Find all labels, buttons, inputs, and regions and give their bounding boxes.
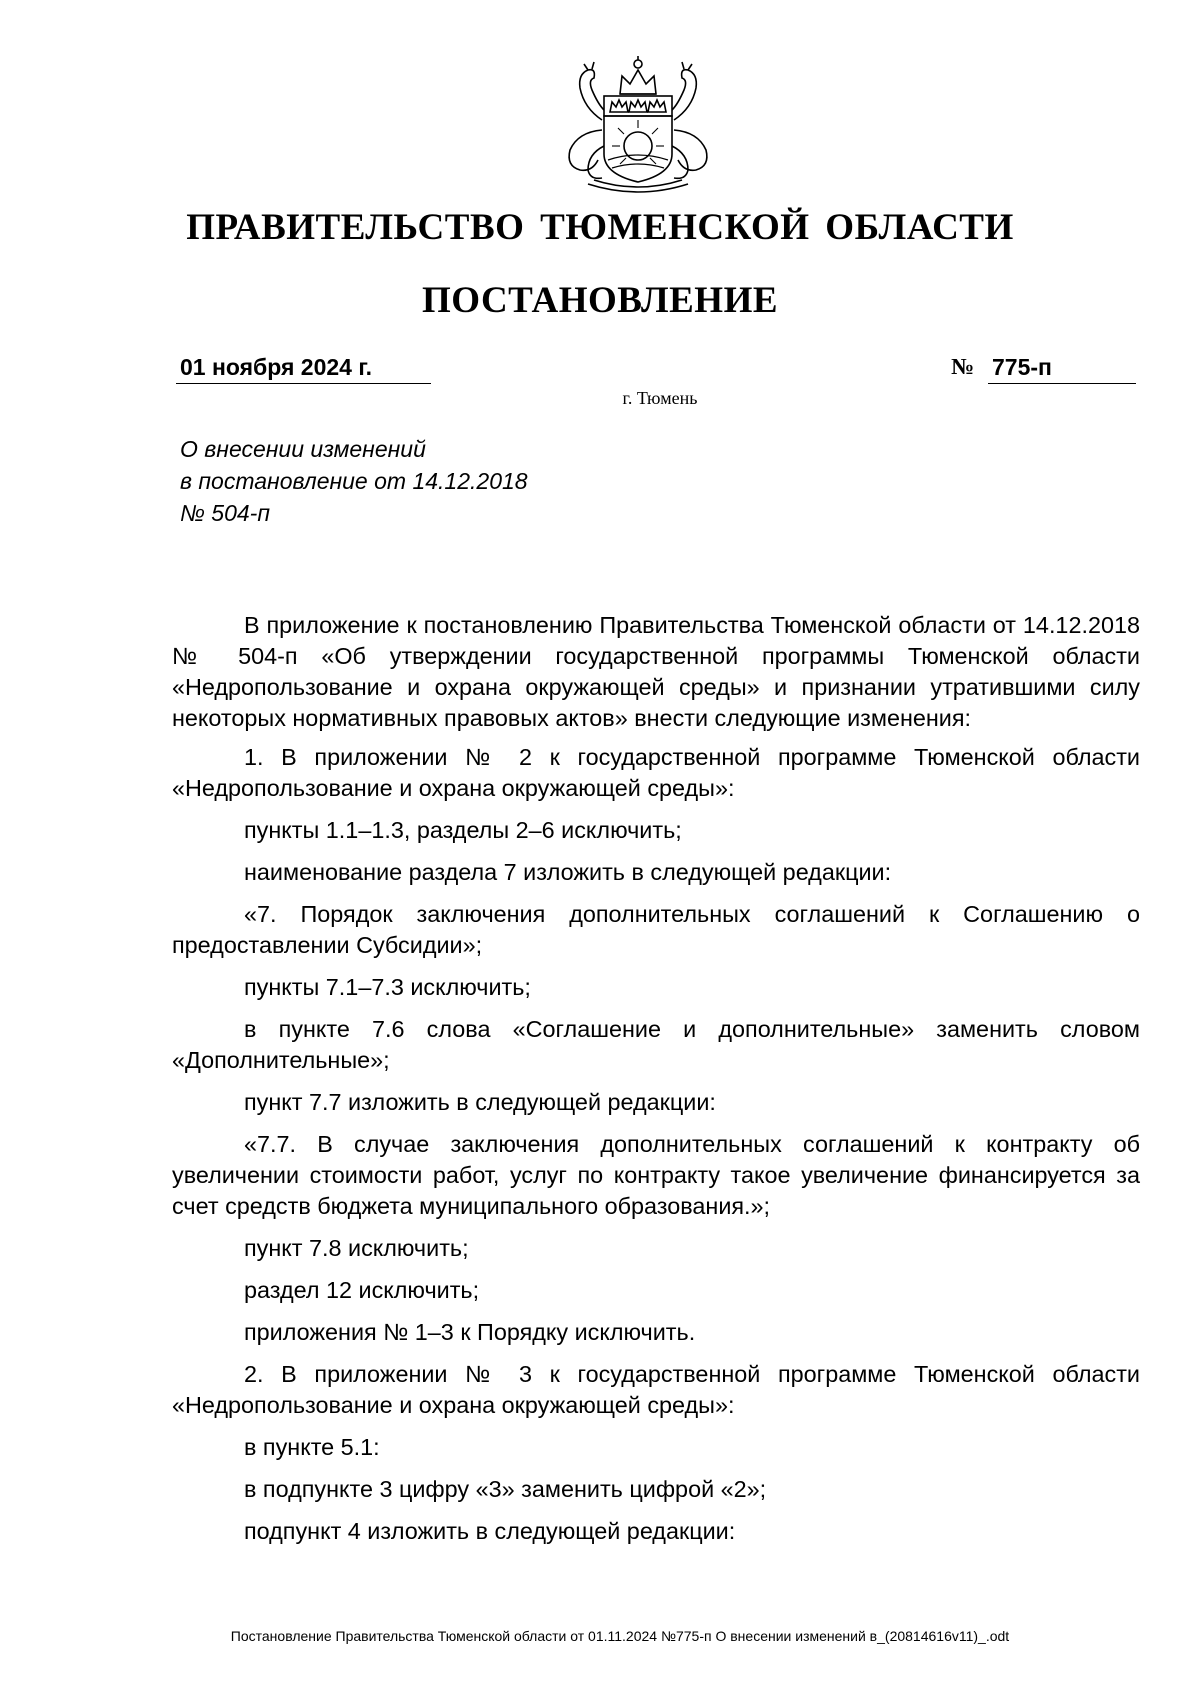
body-paragraph: наименование раздела 7 изложить в следующей редакции: bbox=[244, 859, 892, 885]
body-paragraph: в пункте 5.1: bbox=[244, 1434, 380, 1460]
issuing-city: г. Тюмень bbox=[622, 388, 698, 408]
body-paragraph: подпункт 4 изложить в следующей редакции: bbox=[244, 1518, 736, 1544]
body-paragraph: приложения № 1–3 к Порядку исключить. bbox=[244, 1319, 696, 1345]
body-paragraph: в пункте 7.6 слова «Соглашение и дополнительные» заменить словом «Дополнительные»; bbox=[172, 1016, 1140, 1073]
body-paragraph: пункты 1.1–1.3, разделы 2–6 исключить; bbox=[244, 817, 682, 843]
body-paragraph: 1. В приложении № 2 к государственной программе Тюменской области «Недропользование и охрана окружающей среды»: bbox=[172, 744, 1140, 801]
subject-line: в постановление от 14.12.2018 bbox=[180, 468, 528, 494]
subject-line: О внесении изменений bbox=[180, 436, 426, 462]
document-number: 775-п bbox=[988, 350, 1136, 384]
document-footer: Постановление Правительства Тюменской области от 01.11.2024 №775-п О внесении изменений в_(20814616v11)_.odt bbox=[230, 1628, 1010, 1644]
organization-title: ПРАВИТЕЛЬСТВО ТЮМЕНСКОЙ ОБЛАСТИ bbox=[186, 207, 1014, 248]
coat-of-arms-emblem bbox=[558, 50, 718, 198]
subject-line: № 504-п bbox=[180, 500, 270, 526]
body-paragraph: пункт 7.7 изложить в следующей редакции: bbox=[244, 1089, 716, 1115]
body-paragraph: «7. Порядок заключения дополнительных соглашений к Соглашению о предоставлении Субсидии»; bbox=[172, 901, 1140, 958]
body-paragraph: раздел 12 исключить; bbox=[244, 1277, 480, 1303]
document-date: 01 ноября 2024 г. bbox=[176, 350, 431, 384]
body-paragraph: пункты 7.1–7.3 исключить; bbox=[244, 974, 531, 1000]
document-type-heading: ПОСТАНОВЛЕНИЕ bbox=[421, 280, 779, 321]
body-paragraph: «7.7. В случае заключения дополнительных соглашений к контракту об увеличении стоимости работ, услуг по контракту такое увеличение финансируется за счет средств бюджета муниципального образования.»; bbox=[172, 1131, 1140, 1219]
document-subject bbox=[180, 433, 700, 529]
document-body bbox=[172, 610, 1140, 1558]
body-paragraph: в подпункте 3 цифру «3» заменить цифрой «2»; bbox=[244, 1476, 767, 1502]
body-paragraph: В приложение к постановлению Правительства Тюменской области от 14.12.2018 № 504-п «Об утверждении государственной программы Тюменской области «Недропользование и охрана окружающей среды» и признании утратившими силу некоторых нормативных правовых актов» внести следующие изменения: bbox=[172, 612, 1140, 731]
number-sign: № bbox=[951, 354, 975, 379]
body-paragraph: 2. В приложении № 3 к государственной программе Тюменской области «Недропользование и охрана окружающей среды»: bbox=[172, 1361, 1140, 1418]
body-paragraph: пункт 7.8 исключить; bbox=[244, 1235, 469, 1261]
